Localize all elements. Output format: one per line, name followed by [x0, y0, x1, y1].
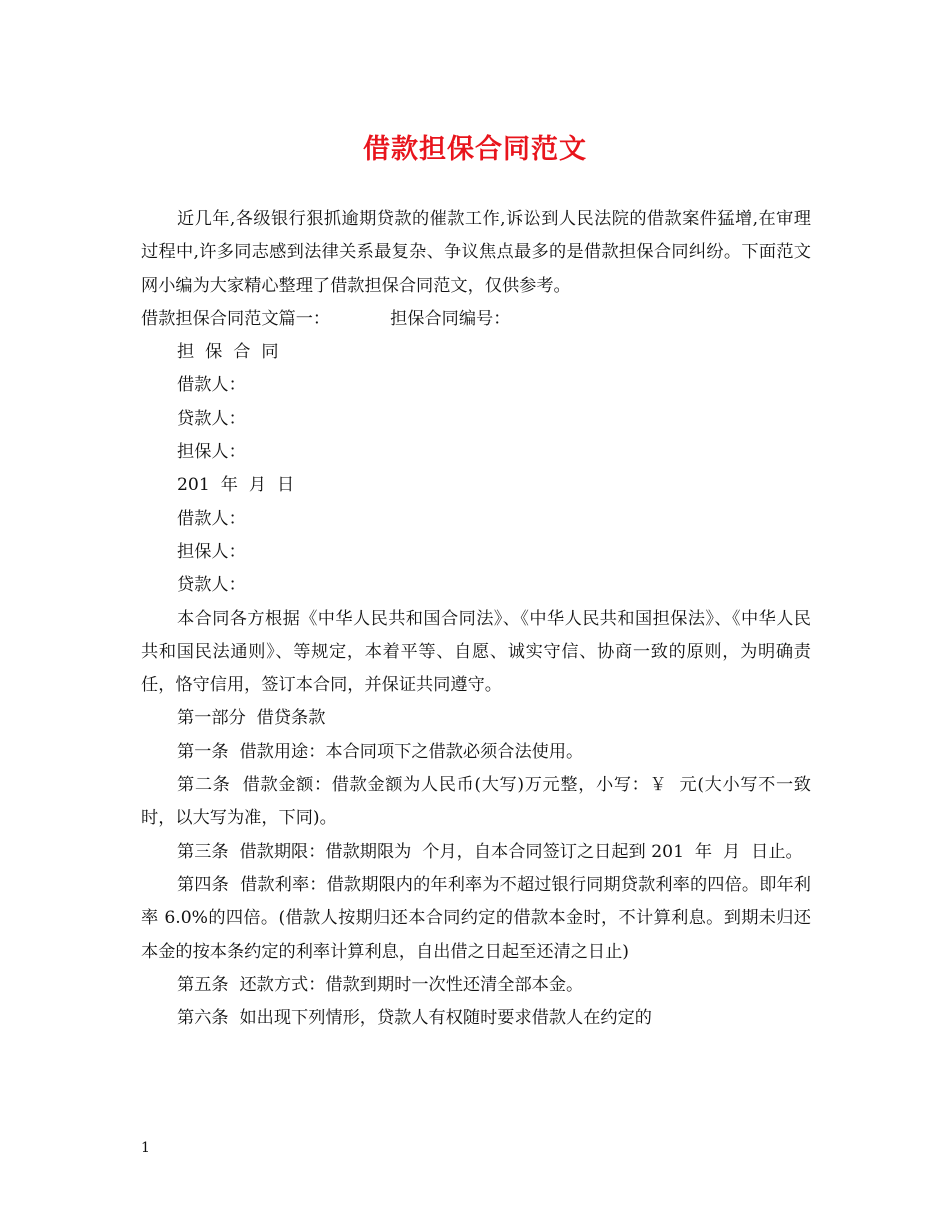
lender-line: 贷款人： [177, 575, 246, 596]
article-5: 第五条 还款方式：借款到期时一次性还清全部本金。 [177, 974, 584, 995]
lender-line: 贷款人： [177, 408, 246, 429]
page-number: 1 [141, 1140, 150, 1156]
sample-heading: 借款担保合同范文篇一： [141, 308, 331, 329]
preamble-paragraph: 本合同各方根据《中华人民共和国合同法》、《中华人民共和国担保法》、《中华人民共和国民法通则》、等规定，本着平等、自愿、诚实守信、协商一致的原则，为明确责任，恪守信用，签订本合同，并保证共同遵守。 [141, 608, 811, 696]
document-title: 借款担保合同范文 [363, 134, 587, 165]
contract-number-label: 担保合同编号： [390, 308, 511, 329]
borrower-line: 借款人： [177, 375, 246, 396]
article-1: 第一条 借款用途：本合同项下之借款必须合法使用。 [177, 741, 584, 762]
guarantor-line: 担保人： [177, 541, 246, 562]
sample-heading-line [141, 303, 811, 336]
article-3: 第三条 借款期限：借款期限为 个月，自本合同签订之日起到 201 年 月 日止。 [177, 841, 803, 862]
article-6: 第六条 如出现下列情形，贷款人有权随时要求借款人在约定的 [177, 1008, 652, 1029]
borrower-line: 借款人： [177, 508, 246, 529]
document-body [141, 203, 811, 1035]
article-4: 第四条 借款利率：借款期限内的年利率为不超过银行同期贷款利率的四倍。即年利率 6.0%的四倍。(借款人按期归还本合同约定的借款本金时，不计算利息。到期未归还本金的按本条约定的利率计算利息，自出借之日起至还清之日止) [141, 874, 811, 962]
article-2: 第二条 借款金额：借款金额为人民币(大写)万元整，小写：￥ 元(大小写不一致时，以大写为准，下同)。 [141, 775, 811, 829]
contract-heading: 担 保 合 同 [177, 342, 279, 363]
guarantor-line: 担保人： [177, 442, 246, 463]
intro-paragraph: 近几年,各级银行狠抓逾期贷款的催款工作,诉讼到人民法院的借款案件猛增,在审理过程中,许多同志感到法律关系最复杂、争议焦点最多的是借款担保合同纠纷。下面范文网小编为大家精心整理了借款担保合同范文，仅供参考。 [141, 209, 811, 296]
date-line: 201 年 月 日 [177, 475, 295, 496]
section-heading: 第一部分 借贷条款 [177, 708, 326, 729]
